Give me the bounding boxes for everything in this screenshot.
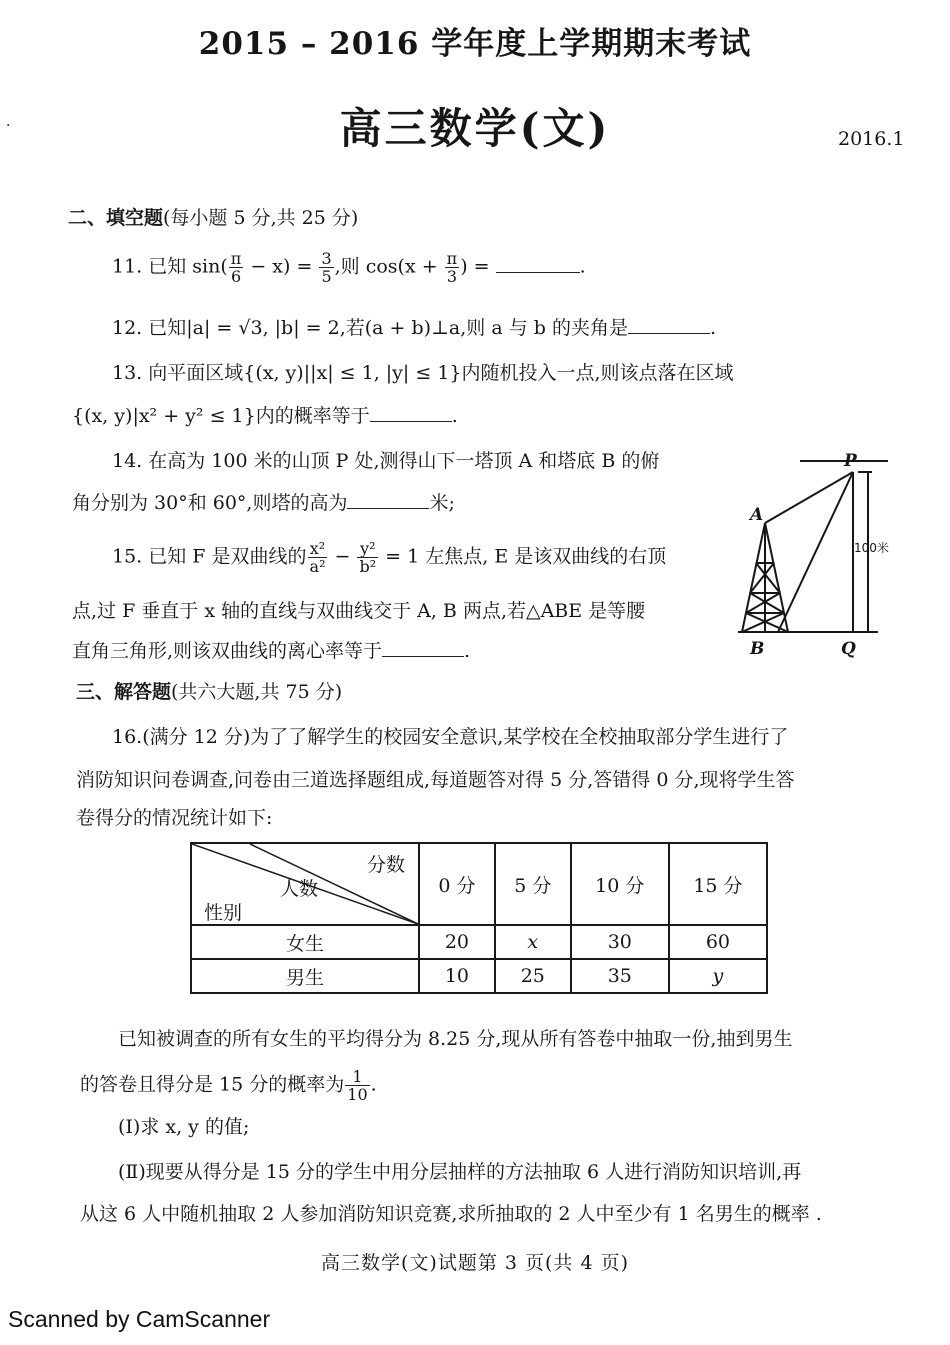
q16-part1: (Ⅰ)求 x, y 的值;: [118, 1116, 250, 1138]
question-16-line1: 16.(满分 12 分)为了了解学生的校园安全意识,某学校在全校抽取部分学生进行了: [112, 726, 789, 748]
q16-condition-line2: [80, 1068, 377, 1103]
table-corner-cell: [191, 843, 419, 925]
exam-date: 2016.1: [838, 128, 905, 150]
q14-text: 角分别为 30°和 60°,则塔的高为: [72, 492, 348, 514]
section3-note: (共六大题,共 75 分): [171, 681, 343, 703]
label-B: B: [750, 639, 765, 659]
q15-fraction-y: [357, 540, 378, 575]
table-row: [191, 959, 767, 993]
q11-fraction-1: [229, 250, 244, 285]
corner-label-score: 分数: [367, 854, 406, 876]
q11-text-c: ,则 cos(x +: [334, 255, 444, 278]
row-label-male: 男生: [191, 959, 419, 993]
q11-text-a: 11. 已知 sin(: [112, 255, 228, 278]
question-14-line2: [72, 488, 455, 515]
label-Q: Q: [841, 639, 856, 659]
question-13-line2: [72, 401, 458, 428]
table-header-cell: 5 分: [495, 843, 571, 925]
prob-num: 1: [345, 1068, 369, 1086]
q12-end: .: [709, 317, 716, 339]
q13-text: {(x, y)|x² + y² ≤ 1}内的概率等于: [72, 405, 370, 427]
q16-probability-fraction: [345, 1068, 369, 1103]
q16-condition-text: 的答卷且得分是 15 分的概率为: [80, 1073, 345, 1096]
subject-title: 高三数学(文): [339, 104, 611, 153]
label-P: P: [844, 451, 857, 471]
q16-part2-line2: 从这 6 人中随机抽取 2 人参加消防知识竞赛,求所抽取的 2 人中至少有 1 名男生的概率 .: [80, 1203, 822, 1225]
question-15-line3: [72, 636, 470, 663]
q15-text-b: = 1 左焦点, E 是该双曲线的右顶: [379, 545, 667, 568]
q16-condition-end: .: [370, 1073, 377, 1096]
q11-f2-den: 5: [321, 267, 332, 286]
section3-title: 三、解答题: [76, 681, 172, 703]
table-cell: y: [669, 959, 767, 993]
stray-mark: ·: [6, 118, 11, 134]
q11-f3-den: 3: [446, 267, 458, 286]
corner-label-count: 人数: [280, 878, 319, 900]
q11-f2-num: 3: [321, 249, 332, 268]
q16-part2-line1: (Ⅱ)现要从得分是 15 分的学生中用分层抽样的方法抽取 6 人进行消防知识培训,再: [118, 1161, 802, 1183]
q12-text: 12. 已知|a| = √3, |b| = 2,若(a + b)⊥a,则 a 与 b 的夹角是: [112, 317, 628, 339]
page-footer: 高三数学(文)试题第 3 页(共 4 页): [321, 1252, 629, 1274]
question-15-line1: [112, 540, 666, 575]
q12-answer-blank[interactable]: [628, 315, 710, 334]
tower-figure: [728, 445, 898, 665]
question-11: [112, 250, 586, 285]
question-16-line3: 卷得分的情况统计如下:: [76, 807, 273, 829]
q11-f1-den: 6: [230, 267, 242, 286]
section2-heading: [68, 203, 358, 230]
question-14-line1: 14. 在高为 100 米的山顶 P 处,测得山下一塔顶 A 和塔底 B 的俯: [112, 450, 660, 472]
q15-f2-den: b²: [359, 557, 377, 576]
table-header-cell: 10 分: [571, 843, 669, 925]
q11-fraction-2: [319, 250, 333, 285]
sight-line-PA: [765, 472, 853, 523]
q15-f2-num: y²: [357, 540, 378, 558]
q13-end: .: [451, 405, 458, 427]
q11-f3-num: π: [446, 249, 458, 268]
section2-title: 二、填空题: [68, 207, 164, 229]
question-12: [112, 313, 716, 340]
table-cell: x: [495, 925, 571, 959]
q11-end: .: [579, 255, 586, 278]
row-label-female: 女生: [191, 925, 419, 959]
table-header-row: [191, 843, 767, 925]
table-cell: 20: [419, 925, 495, 959]
q15-text-a: 15. 已知 F 是双曲线的: [112, 545, 307, 568]
question-16-line2: 消防知识问卷调查,问卷由三道选择题组成,每道题答对得 5 分,答错得 0 分,现将学生答: [76, 769, 795, 791]
q14-answer-blank[interactable]: [347, 490, 429, 509]
q15-answer-blank[interactable]: [382, 638, 464, 657]
table-row: [191, 925, 767, 959]
q15-fraction-x: [308, 540, 328, 575]
q15-f1-num: x²: [308, 540, 328, 558]
q15-f1-den: a²: [309, 557, 326, 576]
label-A: A: [750, 505, 764, 525]
table-cell: 10: [419, 959, 495, 993]
section3-heading: [76, 677, 342, 704]
question-13-line1: 13. 向平面区域{(x, y)||x| ≤ 1, |y| ≤ 1}内随机投入一点,则该点落在区域: [112, 362, 734, 384]
q11-fraction-3: [445, 250, 460, 285]
q15-end: .: [464, 640, 471, 662]
q13-answer-blank[interactable]: [370, 403, 452, 422]
tower-structure: [742, 523, 788, 632]
q15-minus: −: [328, 545, 357, 568]
table-cell: 60: [669, 925, 767, 959]
table-header-cell: 15 分: [669, 843, 767, 925]
label-height: 100米: [854, 541, 889, 555]
q14-unit: 米;: [429, 492, 455, 514]
q11-f1-num: π: [230, 249, 242, 268]
q11-answer-blank[interactable]: [496, 254, 580, 273]
question-15-line2: 点,过 F 垂直于 x 轴的直线与双曲线交于 A, B 两点,若△ABE 是等腰: [72, 600, 646, 622]
score-table: [190, 842, 768, 994]
section2-note: (每小题 5 分,共 25 分): [163, 207, 359, 229]
q11-text-d: ) =: [460, 255, 496, 278]
camscanner-watermark: Scanned by CamScanner: [8, 1306, 271, 1332]
q16-condition-line1: 已知被调查的所有女生的平均得分为 8.25 分,现从所有答卷中抽取一份,抽到男生: [118, 1028, 793, 1050]
table-header-cell: 0 分: [419, 843, 495, 925]
table-cell: 30: [571, 925, 669, 959]
table-cell: 35: [571, 959, 669, 993]
q15-text: 直角三角形,则该双曲线的离心率等于: [72, 640, 383, 662]
table-cell: 25: [495, 959, 571, 993]
corner-label-gender: 性别: [204, 902, 243, 924]
sight-line-PB: [778, 472, 853, 632]
prob-den: 10: [347, 1085, 368, 1104]
q11-text-b: − x) =: [244, 255, 319, 278]
exam-title: 2015 – 2016 学年度上学期期末考试: [198, 26, 752, 62]
